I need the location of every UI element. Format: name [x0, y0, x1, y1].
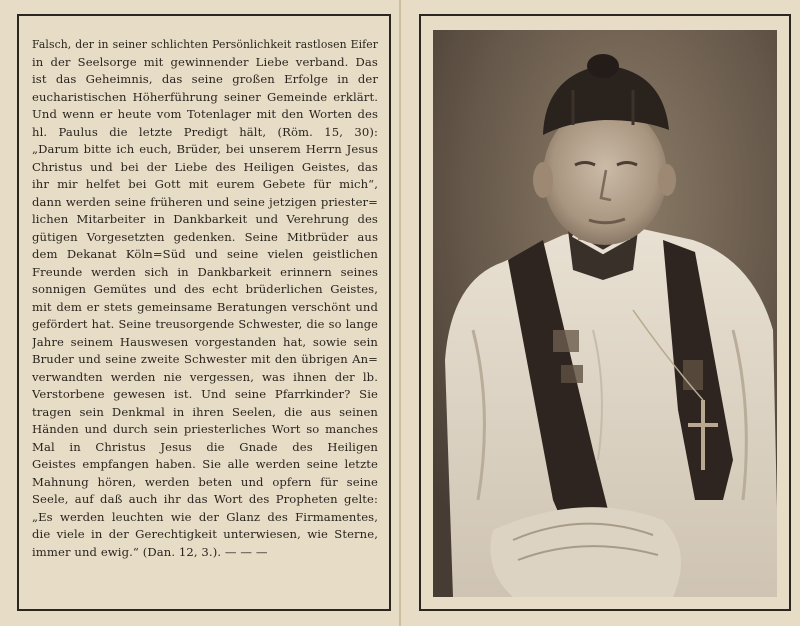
text-panel [17, 14, 391, 611]
text-line: Verstorbene gewesen ist. Und seine Pfarrkinder? Sie [32, 387, 378, 401]
text-line: Händen und durch sein priesterliches Wort so manches [32, 422, 378, 436]
text-line: die viele in der Gerechtigkeit unterwiesen, wie Sterne, [32, 527, 378, 541]
text-line: tragen sein Denkmal in ihren Seelen, die aus seinen [32, 404, 378, 419]
portrait-photo-icon [433, 30, 777, 597]
text-line: verwandten werden nie vergessen, was ihnen der lb. [32, 369, 378, 384]
text-line: immer und ewig.“ (Dan. 12, 3.). — — — [32, 544, 268, 559]
text-line: Seele, auf daß auch ihr das Wort des Propheten gelte: [32, 492, 378, 506]
text-line: Bruder und seine zweite Schwester mit den übrigen An= [32, 352, 378, 366]
text-line: dann werden seine früheren und seine jetzigen priester= [32, 194, 378, 209]
text-line: dem Dekanat Köln=Süd und seine vielen geistlichen [32, 247, 378, 261]
text-line: ist das Geheimnis, das seine großen Erfolge in der [32, 72, 378, 86]
text-line: Christus und bei der Liebe des Heiligen Geistes, das [32, 159, 378, 174]
text-line: sonnigen Gemütes und des echt brüderlichen Geistes, [32, 282, 378, 296]
text-line: Mahnung hören, werden beten und opfern für seine [32, 474, 378, 489]
text-line: in der Seelsorge mit gewinnender Liebe verband. Das [32, 54, 378, 69]
photo-panel [419, 14, 791, 611]
text-line: Falsch, der in seiner schlichten Persönlichkeit rastlosen Eifer [32, 38, 378, 51]
text-line: mit dem er stets gemeinsame Beratungen verschönt und [32, 299, 378, 314]
text-line: gütigen Vorgesetzten gedenken. Seine Mitbrüder aus [32, 229, 378, 244]
text-line: eucharistischen Höherführung seiner Gemeinde erklärt. [32, 89, 378, 104]
text-line: Und wenn er heute vom Totenlager mit den Worten des [32, 107, 378, 121]
text-line: Freunde werden sich in Dankbarkeit erinnern seines [32, 264, 378, 279]
text-line: lichen Mitarbeiter in Dankbarkeit und Verehrung des [32, 212, 378, 226]
text-line: „Darum bitte ich euch, Brüder, bei unserem Herrn Jesus [32, 142, 378, 156]
text-line: Mal in Christus Jesus die Gnade des Heiligen [32, 439, 378, 454]
text-line: Geistes empfangen haben. Sie alle werden seine letzte [32, 457, 378, 471]
portrait-photo [433, 30, 777, 597]
memorial-text [32, 36, 378, 561]
text-line: „Es werden leuchten wie der Glanz des Firmamentes, [32, 509, 378, 524]
text-line: gefördert hat. Seine treusorgende Schwester, die so lange [32, 317, 378, 331]
text-line: Jahre seinem Hauswesen vorgestanden hat, sowie sein [32, 334, 378, 349]
text-line: ihr mir helfet bei Gott mit eurem Gebete für mich“, [32, 177, 378, 191]
card-fold [399, 0, 401, 626]
text-line: hl. Paulus die letzte Predigt hält, (Röm. 15, 30): [32, 124, 378, 139]
